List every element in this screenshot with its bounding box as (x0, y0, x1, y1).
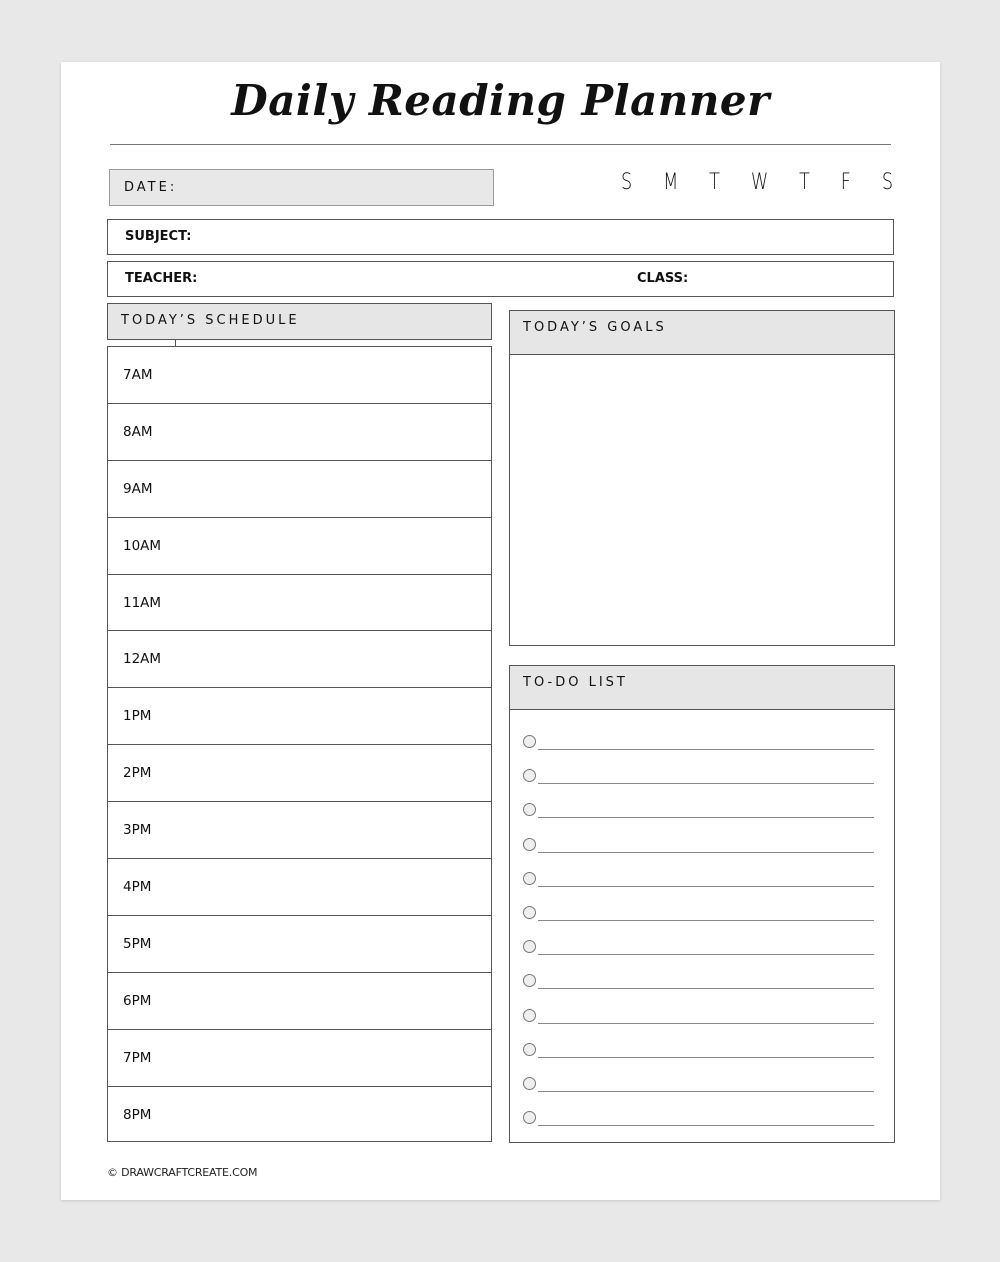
todo-line[interactable] (538, 973, 874, 989)
subject-label: SUBJECT: (125, 229, 192, 244)
checkbox-circle-icon[interactable] (523, 872, 536, 885)
todo-item (523, 939, 874, 973)
todo-item (523, 1076, 874, 1110)
todo-item (523, 734, 874, 768)
schedule-table (107, 346, 492, 1142)
title-divider (110, 144, 891, 145)
todo-line[interactable] (538, 802, 874, 818)
goals-heading: TODAY’S GOALS (510, 311, 894, 355)
schedule-slot[interactable]: 12AM (108, 631, 491, 688)
schedule-heading: TODAY’S SCHEDULE (107, 303, 492, 340)
checkbox-circle-icon[interactable] (523, 940, 536, 953)
subject-field[interactable] (107, 219, 894, 255)
schedule-slot[interactable]: 3PM (108, 802, 491, 859)
day-wednesday[interactable]: W (750, 170, 769, 195)
todo-item (523, 905, 874, 939)
copyright-footer: © DRAWCRAFTCREATE.COM (107, 1166, 258, 1179)
todo-item (523, 973, 874, 1007)
schedule-slot[interactable]: 4PM (108, 859, 491, 916)
todo-line[interactable] (538, 768, 874, 784)
todo-line[interactable] (538, 1042, 874, 1058)
teacher-field[interactable] (107, 261, 894, 297)
todo-line[interactable] (538, 1076, 874, 1092)
class-label: CLASS: (637, 271, 689, 286)
schedule-slot[interactable]: 10AM (108, 518, 491, 575)
page-title: Daily Reading Planner (231, 76, 770, 125)
day-thursday[interactable]: T (799, 170, 810, 195)
todo-item (523, 768, 874, 802)
checkbox-circle-icon[interactable] (523, 735, 536, 748)
checkbox-circle-icon[interactable] (523, 1043, 536, 1056)
date-field[interactable] (109, 169, 494, 206)
todo-item (523, 1042, 874, 1076)
schedule-slot[interactable]: 7PM (108, 1030, 491, 1087)
todo-item (523, 871, 874, 905)
goals-box[interactable] (509, 310, 895, 646)
schedule-slot[interactable]: 7AM (108, 347, 491, 404)
day-monday[interactable]: M (663, 170, 679, 195)
todo-line[interactable] (538, 905, 874, 921)
teacher-label: TEACHER: (125, 271, 198, 286)
todo-list (510, 710, 894, 1144)
weekday-selector (621, 170, 893, 200)
todo-item (523, 1110, 874, 1144)
schedule-slot[interactable]: 8PM (123, 1106, 152, 1123)
schedule-slot[interactable]: 8AM (108, 404, 491, 461)
day-sunday[interactable]: S (621, 170, 633, 195)
todo-line[interactable] (538, 939, 874, 955)
schedule-slot[interactable]: 11AM (108, 575, 491, 632)
todo-item (523, 802, 874, 836)
todo-line[interactable] (538, 837, 874, 853)
schedule-slot[interactable]: 6PM (108, 973, 491, 1030)
todo-heading: TO-DO LIST (510, 666, 894, 710)
checkbox-circle-icon[interactable] (523, 1077, 536, 1090)
day-friday[interactable]: F (840, 170, 851, 195)
day-tuesday[interactable]: T (709, 170, 720, 195)
planner-page (61, 62, 940, 1200)
todo-line[interactable] (538, 1008, 874, 1024)
todo-line[interactable] (538, 734, 874, 750)
todo-item (523, 1008, 874, 1042)
checkbox-circle-icon[interactable] (523, 906, 536, 919)
checkbox-circle-icon[interactable] (523, 769, 536, 782)
schedule-slot[interactable]: 5PM (108, 916, 491, 973)
todo-line[interactable] (538, 871, 874, 887)
checkbox-circle-icon[interactable] (523, 803, 536, 816)
checkbox-circle-icon[interactable] (523, 1111, 536, 1124)
todo-box (509, 665, 895, 1143)
schedule-slot[interactable]: 9AM (108, 461, 491, 518)
schedule-slot[interactable]: 1PM (108, 688, 491, 745)
checkbox-circle-icon[interactable] (523, 838, 536, 851)
todo-line[interactable] (538, 1110, 874, 1126)
day-saturday[interactable]: S (881, 170, 893, 195)
checkbox-circle-icon[interactable] (523, 974, 536, 987)
checkbox-circle-icon[interactable] (523, 1009, 536, 1022)
todo-item (523, 837, 874, 871)
date-label: DATE: (124, 180, 178, 195)
schedule-slot[interactable]: 2PM (108, 745, 491, 802)
